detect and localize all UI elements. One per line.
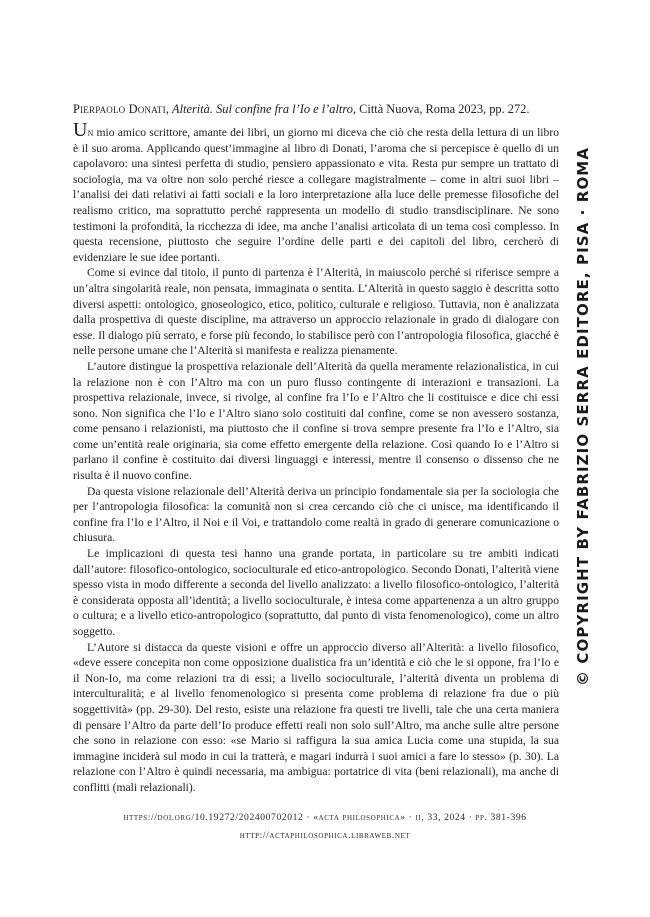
review-text (73, 101, 559, 796)
citation-author: Pierpaolo Donati (73, 102, 166, 116)
book-citation: Pierpaolo Donati, Alterità. Sul confine fra l’Io e l’altro, Città Nuova, Roma 2023, pp. 272. (73, 102, 530, 116)
drop-cap-letter: U (73, 119, 88, 141)
drop-cap-rest: n (87, 126, 94, 139)
footer-url-line: http://actaphilosophica.libraweb.net (239, 830, 411, 841)
paragraph-3: L’autore distingue la prospettiva relazionale dell’Alterità da quella meramente relazionalistica, in cui la relazione non è con l’Altro ma con un puro flusso contingente di interazioni e transazioni. La prospettiva relazionale, invece, si rivolge, al confine fra l’Io e l’Altro che li costituisce e dice chi essi sono. Non significa che l’Io e l’Altro siano solo costituiti dal confine, come se non avessero sostanza, come pensano i relazionisti, ma piuttosto che il confine si trova sempre presente fra l’Io e l’Altro, sia come un’entità reale originaria, sia come effetto emergente della relazione. Così quando Io e l’Altro si parlano il confine è costituito dai diversi linguaggi e interessi, mentre il consenso o dissenso che ne risulta è il nuovo confine. (73, 359, 559, 483)
paragraph-1 (73, 119, 559, 265)
paragraph-6: L’Autore si distacca da queste visioni e offre un approccio diverso all’Alterità: a livello filosofico, «deve essere concepita non come opposizione dualistica fra un’identità e ciò che le si oppone, fra l’Io e il Non-Io, ma come relazioni tra di essi; a livello socioculturale, l’alterità diventa un problema di interculturalità; e al livello fenomenologico si presenta come problema di relazione fra due o più soggettività» (pp. 29-30). Del resto, esiste una relazione fra questi tre livelli, tale che una certa maniera di pensare l’Altro da parte dell’Io produce effetti reali non solo sull’Altro, ma anche sulle altre persone che sono in relazione con esso: «se Mario si raffigura la sua amica Lucia come una stupida, la sua immagine inciderà sul modo in cui la tratterà, e magari indurrà i suoi amici a fare lo stesso» (p. 30). La relazione con l’Altro è quindi necessaria, ma ambigua: portatrice di vita (beni relazionali), ma anche di conflitti (mali relazionali). (73, 640, 559, 794)
paragraph-4: Da questa visione relazionale dell’Alterità deriva un principio fondamentale sia per la sociologia che per l’antropologia filosofica: la comunità non si crea cercando ciò che ci unisce, ma identificando il confine fra l’Io e l’Altro, il Noi e il Voi, e trattandolo come realtà in grado di generare comunicazione o chiusura. (73, 484, 559, 545)
citation-publication-info: , Città Nuova, Roma 2023, pp. 272. (352, 102, 530, 116)
copyright-notice: © COPYRIGHT BY FABRIZIO SERRA EDITORE, PISA · ROMA (574, 146, 592, 686)
paragraph-1-text: mio amico scrittore, amante dei libri, un giorno mi diceva che ciò che resta della lettura di un libro è il suo aroma. Applicando quest’immagine al libro di Donati, l’aroma che si percepisce è quello di un capolavoro: una sintesi perfetta di studio, pensiero appassionato e vita. Resta pur sempre un trattato di sociologia, ma va oltre non solo perché riesce a collegare magistralmente – come in altri suoi libri – l’analisi dei dati relativi ai fatti sociali e la loro interpretazione alla luce delle premesse filosofiche del realismo critico, ma soprattutto perché rappresenta un modello di studio transdisciplinare. Ne sono testimoni la profondità, la ricchezza di idee, ma anche l’analisi articolata di un tema così complesso. In questa recensione, piuttosto che seguire l’ordine delle parti e dei capitoli del libro, cercherò di evidenziare le sue idee portanti. (73, 126, 559, 264)
footer-doi-line: https://doi.org/10.19272/202400702012 · «acta philosophica» · ii, 33, 2024 · pp. 381-396 (123, 812, 527, 823)
paragraph-5: Le implicazioni di questa tesi hanno una grande portata, in particolare su tre ambiti indicati dall’autore: filosofico-ontologico, socioculturale ed etico-antropologico. Secondo Donati, l’alterità viene spesso vista in modo differente a seconda del livello analizzato: a livello filosofico-ontologico, l’alterità è considerata opposta all’identità; a livello socioculturale, è intesa come appartenenza a un altro gruppo o cultura; e a livello etico-antropologico (soprattutto, dal punto di vista fenomenologico), come un altro soggetto. (73, 547, 559, 638)
citation-title: Alterità. Sul confine fra l’Io e l’altro (172, 102, 353, 116)
paragraph-2: Come si evince dal titolo, il punto di partenza è l’Alterità, in maiuscolo perché si riferisce sempre a un’altra singolarità reale, non pensata, immaginata o sentita. L’Alterità in questo saggio è descritta sotto diversi aspetti: ontologico, gnoseologico, etico, politico, culturale e religioso. Tuttavia, non è analizzata dalla prospettiva di queste discipline, ma attraverso un approccio relazionale in grado di dialogare con esse. Il dialogo più serrato, e forse più fecondo, lo stabilisce però con l’antropologia filosofica, giacché è nelle persone umane che l’Alterità si manifesta e realizza pienamente. (73, 266, 559, 358)
